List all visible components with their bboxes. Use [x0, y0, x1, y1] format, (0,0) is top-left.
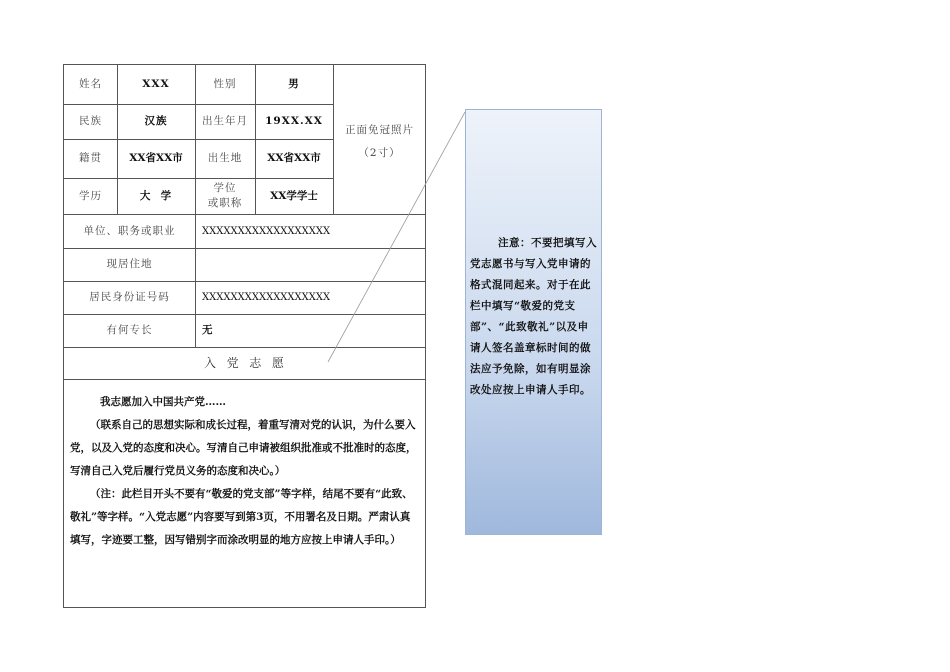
statement-instructions: （联系自己的思想实际和成长过程，着重写清对党的认识，为什么要入党，以及入党的态度和决心。写清自己申请被组织批准或不批准时的态度，写清自己入党后履行党员义务的态度和决心。）: [70, 419, 417, 477]
degree-label-line1: 学位: [213, 182, 237, 194]
name-value: XXX: [142, 78, 170, 90]
skill-value: 无: [202, 324, 214, 336]
gender-label: 性别: [213, 78, 237, 90]
birth-label: 出生年月: [202, 115, 248, 127]
address-label: 现居住地: [106, 258, 153, 270]
statement-opening: 我志愿加入中国共产党……: [100, 396, 226, 408]
unit-label: 单位、职务或职业: [83, 224, 176, 237]
name-label: 姓名: [79, 78, 102, 90]
unit-value: XXXXXXXXXXXXXXXXXX: [202, 225, 331, 237]
statement-note: （注：此栏目开头不要有“敬爱的党支部”等字样，结尾不要有“此致、敬礼”等字样。“入党志愿”内容要写到第3页，不用署名及日期。严肃认真填写，字迹要工整，因写错别字而涂改明显的地方应按上申请人手印。）: [70, 488, 413, 546]
native-place-value: XX省XX市: [129, 152, 183, 164]
education-value: 大 学: [139, 189, 173, 202]
photo-size: （2寸）: [358, 147, 401, 159]
note-text: 注意：不要把填写入党志愿书与写入党申请的格式混同起来。对于在此栏中填写“敬爱的党支部”、“此致敬礼”以及申请人签名盖章标时间的做法应予免除，如有明显涂改处应按上申请人手印。: [470, 237, 597, 396]
degree-label-line2: 或职称: [207, 197, 243, 209]
ethnicity-label: 民族: [79, 115, 102, 127]
native-place-label: 籍贯: [79, 152, 102, 164]
skill-label: 有何专长: [106, 324, 153, 336]
degree-value: XX学学士: [270, 189, 318, 202]
birthplace-value: XX省XX市: [267, 152, 321, 164]
ethnicity-value: 汉族: [144, 115, 168, 127]
education-label: 学历: [79, 189, 102, 202]
birthplace-label: 出生地: [207, 152, 243, 164]
photo-label: 正面免冠照片: [345, 124, 414, 136]
callout-connector: [328, 112, 465, 362]
birth-value: 19XX.XX: [265, 115, 323, 127]
note-callout-box: [465, 109, 602, 535]
id-number-label: 居民身份证号码: [89, 291, 170, 303]
id-number-value: XXXXXXXXXXXXXXXXXX: [202, 292, 331, 303]
section-title: 入 党 志 愿: [204, 355, 285, 370]
gender-value: 男: [288, 78, 300, 90]
